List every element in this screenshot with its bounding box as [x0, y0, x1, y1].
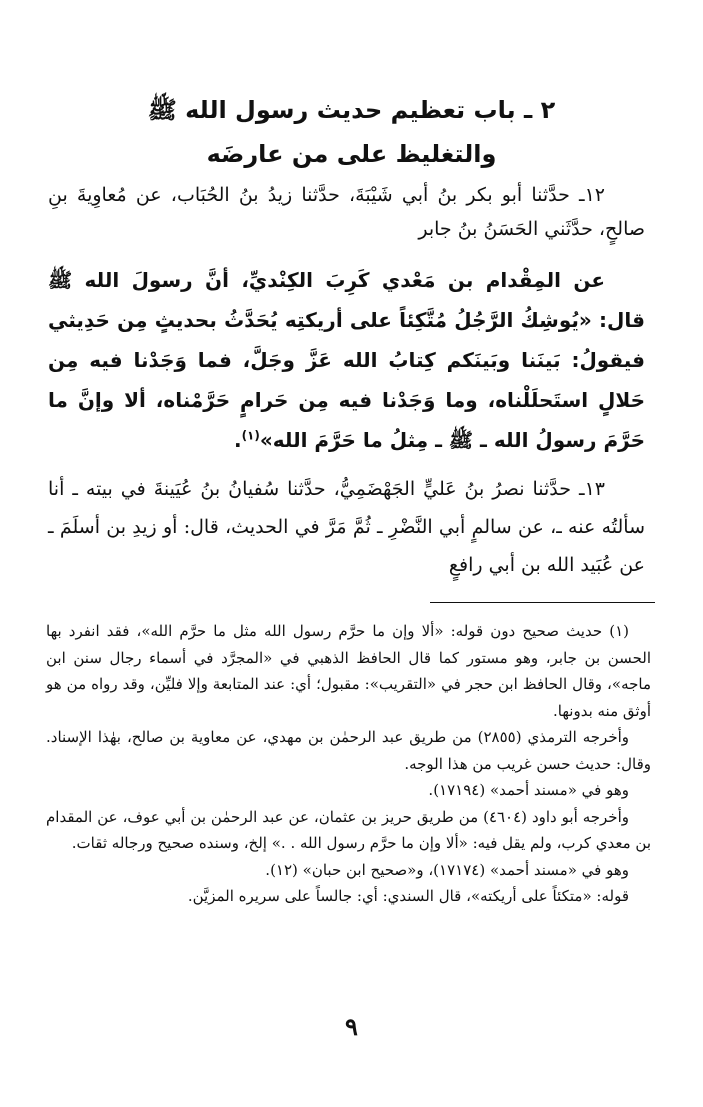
footnote-text: وأخرجه الترمذي (٢٨٥٥) من طريق عبد الرحمٰن بن مهدي، عن معاوية بن صالح، بهٰذا الإسناد. وقال: حديث حسن غريب من هذا الوجه. [46, 728, 651, 773]
footnote-paragraph [46, 777, 651, 804]
footnote-separator [430, 602, 655, 603]
hadith-13 [48, 470, 645, 584]
hadith-12-chain [48, 178, 645, 246]
footnote-paragraph [46, 618, 651, 724]
footnote-paragraph [46, 724, 651, 777]
page-number: ٩ [345, 1012, 358, 1041]
footnote-paragraph [46, 883, 651, 910]
footnote-paragraph [46, 857, 651, 884]
hadith-12-matn: عن المِقْدام بن مَعْدي كَرِبَ الكِنْديِّ، أنَّ رسولَ الله ﷺ قال: «يُوشِكُ الرَّجُلُ مُتَّكِئاً على أريكتِه يُحَدَّثُ بحديثٍ مِن حَدِيثي فيقولُ: بَينَنا وبَينَكم كِتابُ الله عَزَّ وجَلَّ، فما وَجَدْنا فيه مِن حَلالٍ استَحلَلْناه، وما وَجَدْنا فيه مِن حَرامٍ حَرَّمْناه، ألا وإنَّ ما حَرَّمَ رسولُ الله ـ ﷺ ـ مِثلُ ما حَرَّمَ الله»$^{(١)}$. [48, 268, 645, 452]
hadith-12-chain-text: ١٢ـ حدَّثنا أبو بكر بنُ أبي شَيْبَةَ، حدَّثنا زيدُ بنُ الحُبَاب، عن مُعاوِيةَ بنِ صالحٍ، حدَّثَني الحَسَنُ بنُ جابر [48, 184, 645, 240]
hadith-13-text: ١٣ـ حدَّثنا نصرُ بنُ عَليٍّ الجَهْضَمِيُّ، حدَّثنا سُفيانُ بنُ عُيَينةَ في بيته ـ أنا سألتُه عنه ـ، عن سالمٍ أبي النَّضْرِ ـ ثُمَّ مَرَّ في الحديث، قال: أو زيدِ بن أسلَمَ ـ عن عُبَيد الله بن أبي رافعٍ [48, 478, 645, 576]
footnote-text: وهو في «مسند أحمد» (١٧١٩٤). [428, 781, 629, 799]
footnotes [46, 618, 651, 910]
chapter-heading [80, 88, 623, 176]
chapter-title-line-2: والتغليظ على من عارضَه [206, 140, 497, 168]
chapter-title-line-1: ٢ ـ باب تعظيم حديث رسول الله ﷺ [147, 96, 556, 124]
footnote-text: (١) حديث صحيح دون قوله: «ألا وإن ما حرَّم رسول الله مثل ما حرَّم الله»، فقد انفرد بها الحسن بن جابر، وهو مستور كما قال الحافظ الذهبي في «المجرَّد في أسماء رجال سنن ابن ماجه»، وقال الحافظ ابن حجر في «التقريب»: مقبول؛ أي: عند المتابعة وإلا فليِّن، وقد رواه من هو أوثق منه بدونها. [46, 622, 651, 720]
footnote-text: وهو في «مسند أحمد» (١٧١٧٤)، و«صحيح ابن حبان» (١٢). [265, 860, 629, 879]
footnote-text: وأخرجه أبو داود (٤٦٠٤) من طريق حريز بن عثمان، عن عبد الرحمٰن بن أبي عوف، عن المقدام بن معدي كرب، ولم يقل فيه: «ألا وإن ما حرَّم رسول الله . .» إلخ، وسنده صحيح ورجاله ثقات. [46, 807, 651, 852]
footnote-text: قوله: «متكئاً على أريكته»، قال السندي: أي: جالساً على سريره المزيَّن. [187, 887, 629, 905]
main-text [48, 178, 645, 584]
footnote-ref[interactable]: (١) [241, 428, 260, 443]
hadith-12-matn-text: عن المِقْدام بن مَعْدي كَرِبَ الكِنْديِّ، أنَّ رسولَ الله ﷺ قال: «يُوشِكُ الرَّجُلُ مُتَّكِئاً على أريكتِه يُحَدَّثُ بحديثٍ مِن حَدِيثي فيقولُ: بَينَنا وبَينَكم كِتابُ الله عَزَّ وجَلَّ، فما وَجَدْنا فيه مِن حَلالٍ استَحلَلْناه، وما وَجَدْنا فيه مِن حَرامٍ حَرَّمْناه، ألا وإنَّ ما حَرَّمَ رسولُ الله ـ ﷺ ـ مِثلُ ما حَرَّمَ الله» [48, 268, 645, 452]
footnote-paragraph [46, 804, 651, 857]
